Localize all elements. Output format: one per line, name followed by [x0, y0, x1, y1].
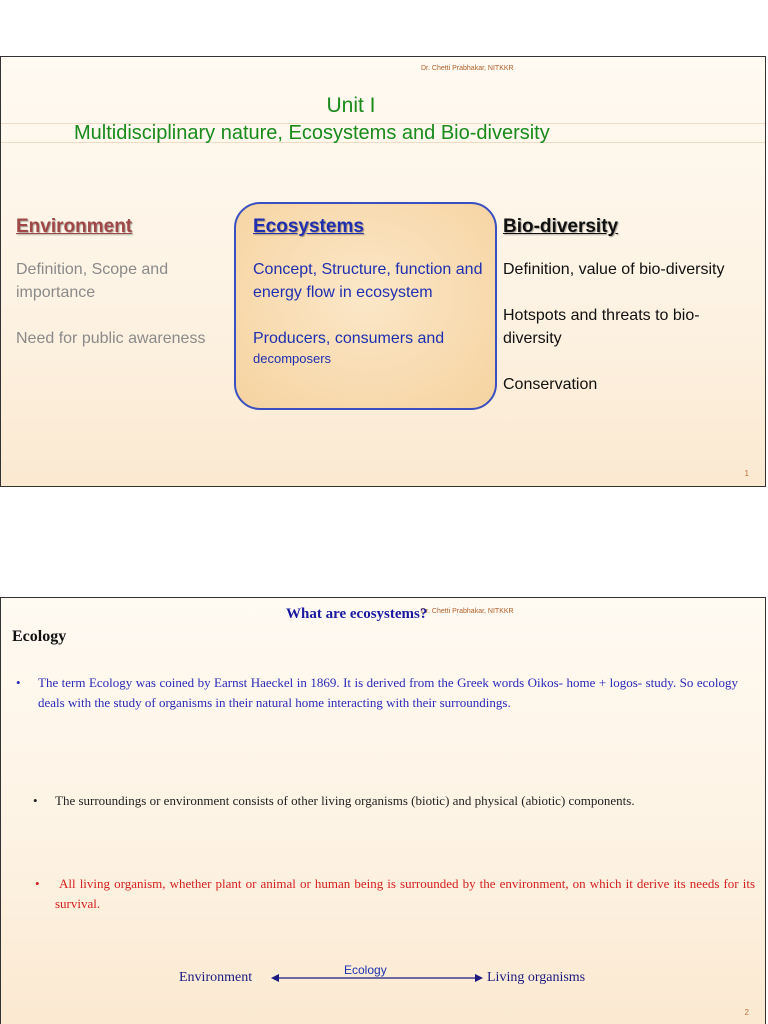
biodiversity-heading: Bio-diversity [503, 216, 619, 237]
environment-item: Need for public awareness [16, 330, 206, 347]
ecosystems-item-small: decomposers [253, 351, 332, 366]
double-arrow-icon [271, 972, 483, 984]
environment-heading: Environment [16, 216, 133, 237]
slide-subtitle: Multidisciplinary nature, Ecosystems and Bio-diversity [74, 122, 550, 144]
bullet-icon: • [35, 876, 40, 891]
diagram-ecology-label: Ecology [344, 963, 387, 977]
environment-item: Definition, Scope and importance [16, 261, 169, 301]
bullet-paragraph: • The term Ecology was coined by Earnst Haeckel in 1869. It is derived from the Greek words Oikos- home + logos- study. So ecology deals with the study of organisms in their natural home interacting with their surroundings. [16, 675, 738, 710]
author-credit: Dr. Chetti Prabhakar, NITKKR [421, 65, 514, 72]
page-number: 2 [744, 1008, 749, 1017]
ecosystems-item: Concept, Structure, function and energy flow in ecosystem [253, 261, 483, 301]
diagram-environment-label: Environment [179, 970, 253, 985]
ecosystems-heading: Ecosystems [253, 216, 364, 237]
biodiversity-item: Definition, value of bio-diversity [503, 261, 725, 278]
biodiversity-item: Hotspots and threats to bio-diversity [503, 307, 700, 347]
ecosystems-column [253, 215, 498, 368]
biodiversity-column [503, 215, 763, 396]
bullet-icon: • [16, 675, 21, 690]
slide-title: What are ecosystems? [286, 606, 428, 622]
bullet-paragraph: • The surroundings or environment consists of other living organisms (biotic) and physical (abiotic) components. [55, 791, 755, 811]
author-credit: Dr. Chetti Prabhakar, NITKKR [421, 608, 514, 615]
section-heading: Ecology [12, 628, 67, 645]
diagram-living-organisms-label: Living organisms [487, 970, 586, 985]
slide-2 [0, 597, 766, 1024]
unit-title: Unit I [326, 94, 376, 117]
ecosystems-item: Producers, consumers and [253, 330, 445, 347]
slide-1 [0, 56, 766, 487]
bullet-icon: • [33, 793, 38, 808]
biodiversity-item: Conservation [503, 376, 598, 393]
environment-column [16, 215, 236, 350]
page-number: 1 [744, 469, 749, 478]
bullet-paragraph: • All living organism, whether plant or animal or human being is surrounded by the environment, on which it derive its needs for its survival. [35, 876, 755, 911]
